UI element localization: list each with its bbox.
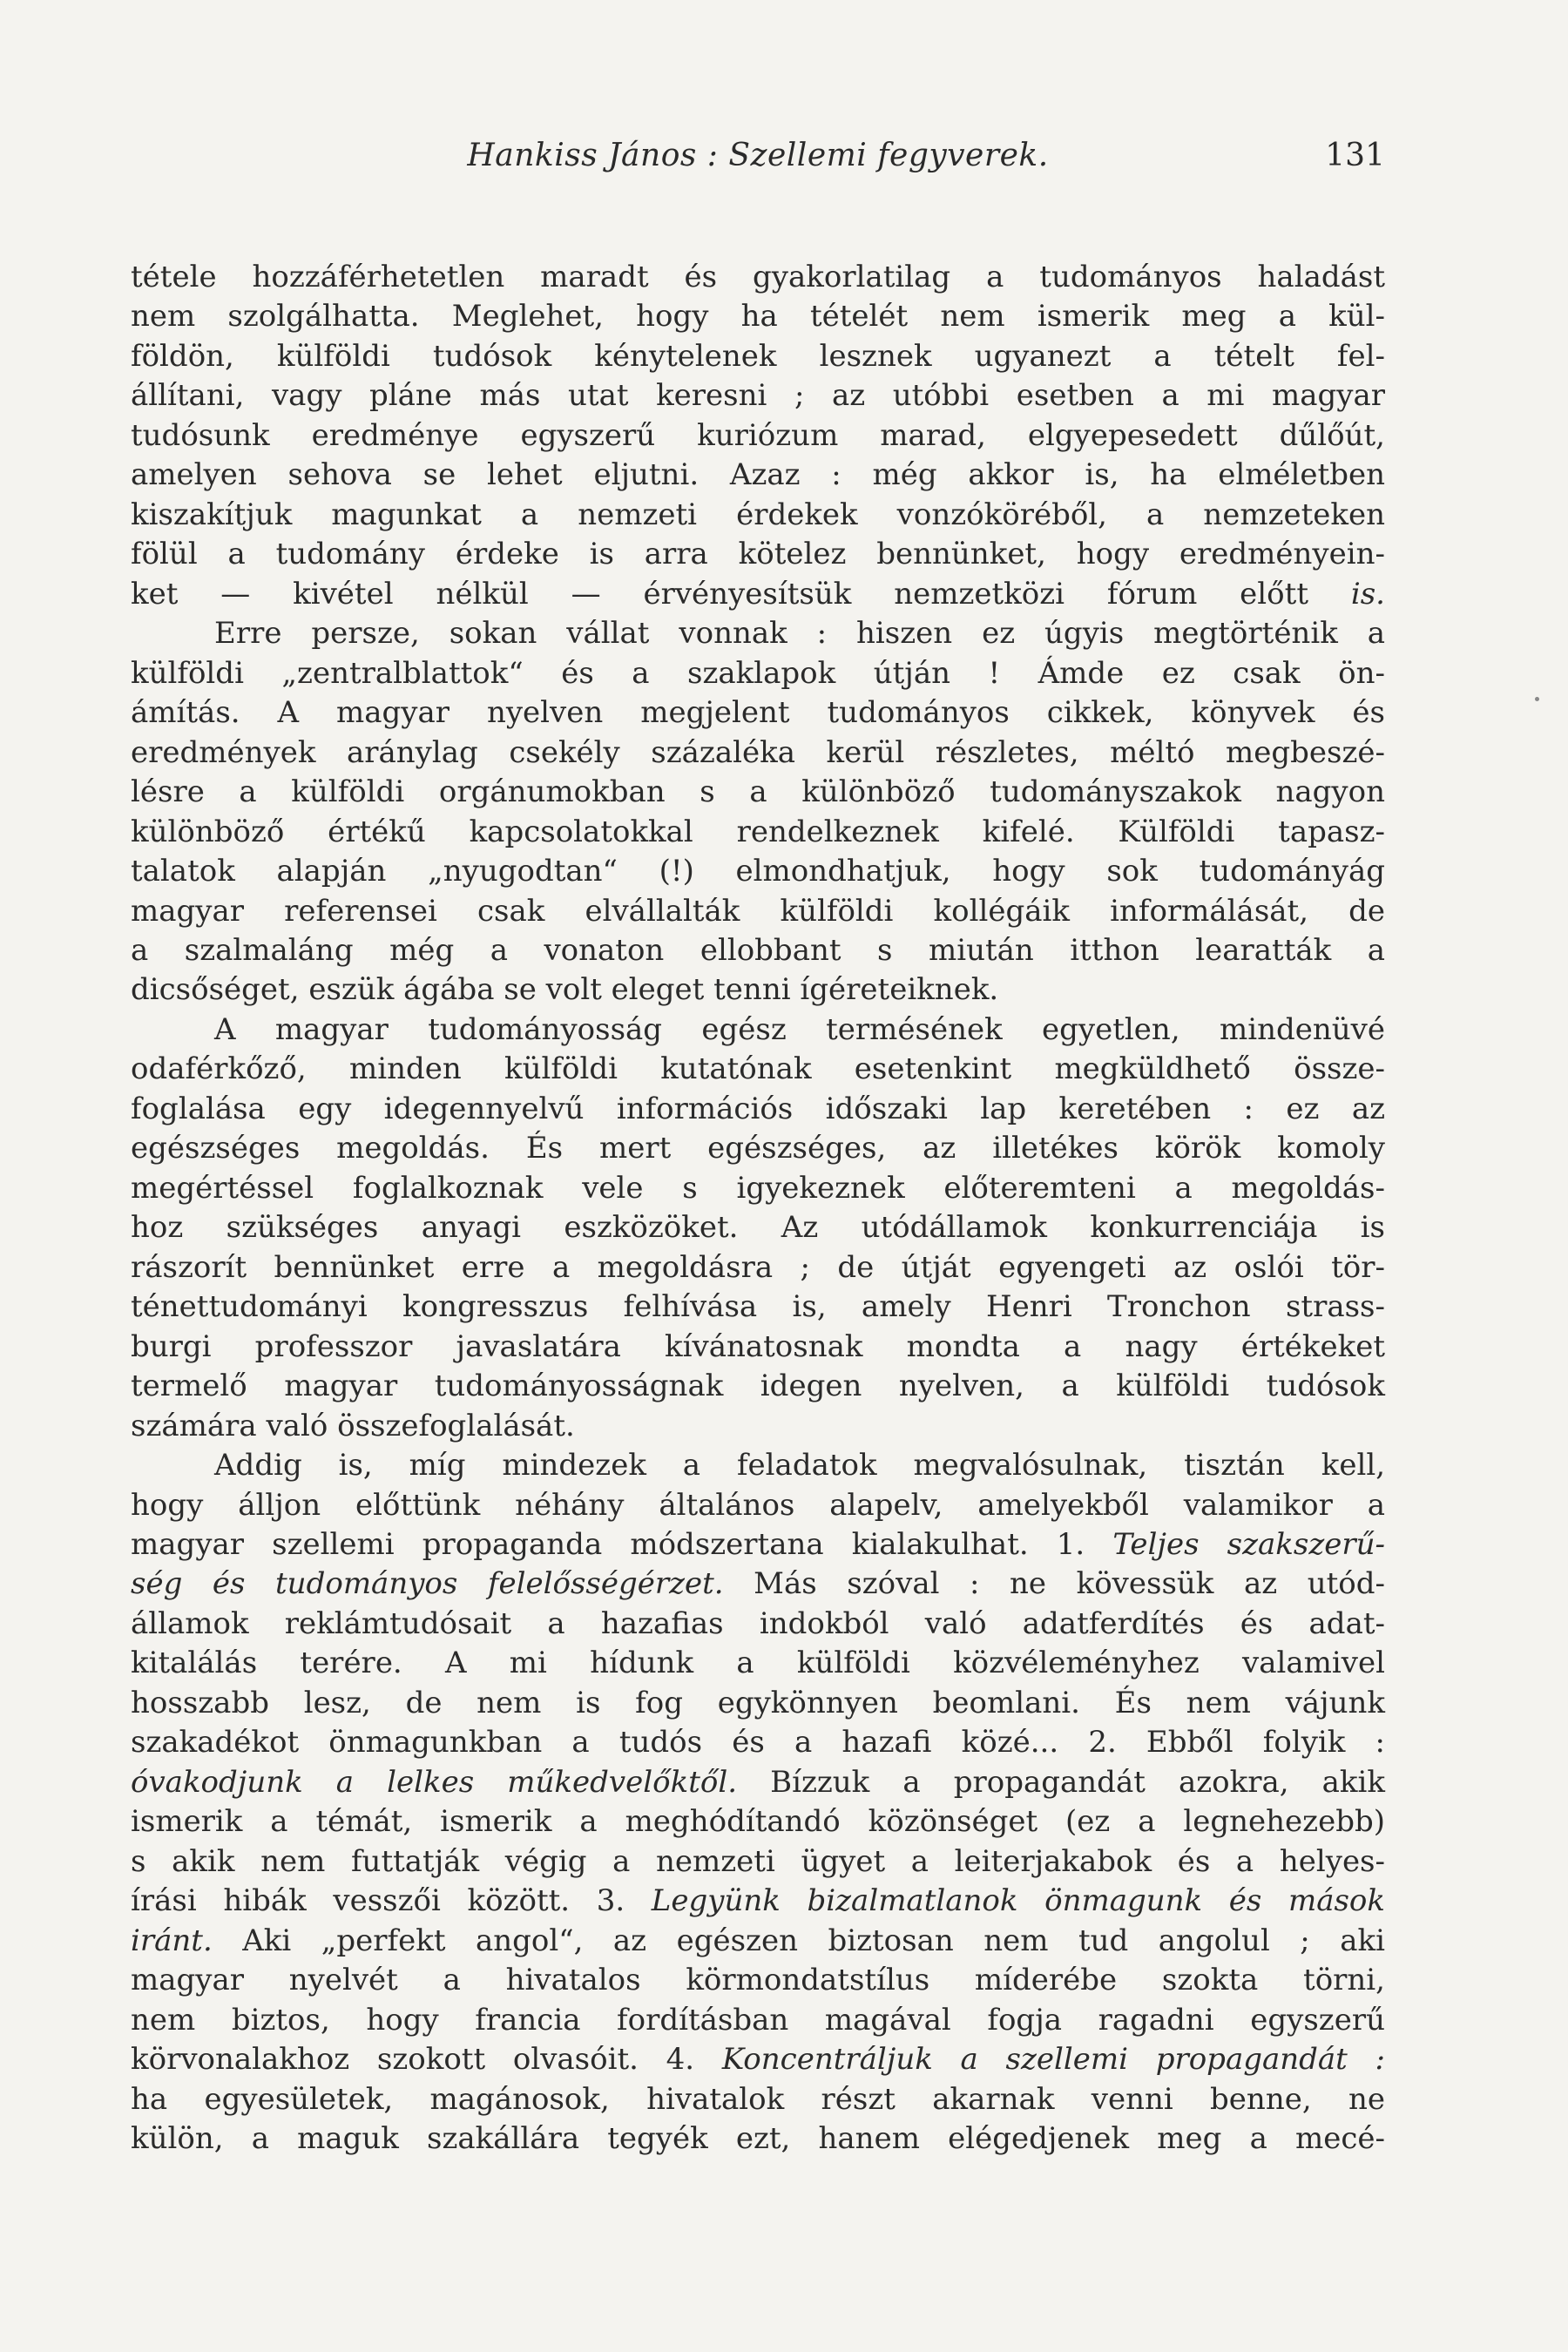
text-line: eredmények aránylag csekély százaléka kerül részletes, méltó megbeszé-: [131, 734, 1385, 770]
text-line: rászorít bennünket erre a megoldásra ; de útját egyengeti az oslói tör-: [131, 1249, 1385, 1285]
text-line: lésre a külföldi orgánumokban s a különböző tudományszakok nagyon: [131, 774, 1385, 810]
text-line: [131, 1525, 1385, 1565]
text-line: odaférkőző, minden külföldi kutatónak esetenkint megküldhető össze-: [131, 1051, 1385, 1087]
running-header: [131, 138, 1385, 181]
text-line: tétele hozzáférhetetlen maradt és gyakorlatilag a tudományos haladást: [131, 260, 1385, 294]
paragraph-end-line: dicsőséget, eszük ágába se volt eleget tenni ígéreteiknek.: [131, 972, 999, 1008]
text-line: külön, a maguk szakállára tegyék ezt, hanem elégedjenek meg a mecé-: [131, 2121, 1385, 2157]
text-line: magyar referensei csak elvállalták külföldi kollégáik informálását, de: [131, 893, 1385, 929]
text-line: hosszabb lesz, de nem is fog egykönnyen beomlani. És nem vájunk: [131, 1685, 1385, 1720]
italic-emphasis: Koncentráljuk a szellemi propagandát :: [721, 2042, 1386, 2078]
text-line: [131, 575, 1385, 614]
paragraph-start-line: A magyar tudományosság egész termésének egyetlen, mindenüvé: [214, 1011, 1385, 1047]
text-line: [131, 2040, 1385, 2079]
text-line: a szalmaláng még a vonaton ellobbant s miután itthon learatták a: [131, 932, 1385, 968]
text-line: talatok alapján „nyugodtan“ (!) elmondhatjuk, hogy sok tudományág: [131, 854, 1385, 889]
text-line: hogy álljon előttünk néhány általános alapelv, amelyekből valamikor a: [131, 1487, 1385, 1523]
running-title: Hankiss János : Szellemi fegyverek.: [467, 138, 1049, 173]
text-line: tudósunk eredménye egyszerű kuriózum marad, elgyepesedett dűlőút,: [131, 417, 1385, 453]
text-line: [131, 1882, 1385, 1921]
text-line: állítani, vagy pláne más utat keresni ; az utóbbi esetben a mi magyar: [131, 378, 1385, 414]
text-line: [131, 1922, 1385, 1961]
italic-emphasis: Teljes szakszerű-: [1112, 1527, 1385, 1562]
text-line: földön, külföldi tudósok kénytelenek lesznek ugyanezt a tételt fel-: [131, 338, 1385, 374]
italic-emphasis: Legyünk bizalmatlanok önmagunk és mások: [651, 1883, 1385, 1919]
text-line: hoz szükséges anyagi eszközöket. Az utódállamok konkurrenciája is: [131, 1210, 1385, 1246]
text-line: burgi professzor javaslatára kívánatosnak mondta a nagy értékeket: [131, 1328, 1385, 1364]
text-line: ismerik a témát, ismerik a meghódítandó közönséget (ez a legnehezebb): [131, 1804, 1385, 1840]
italic-emphasis: ség és tudományos felelősségérzet.: [131, 1566, 724, 1602]
text-segment: körvonalakhoz szokott olvasóit. 4.: [131, 2042, 695, 2078]
text-line: magyar nyelvét a hivatalos körmondatstílus míderébe szokta törni,: [131, 1963, 1385, 1998]
text-line: megértéssel foglalkoznak vele s igyekeznek előteremteni a megoldás-: [131, 1170, 1385, 1206]
text-line: amelyen sehova se lehet eljutni. Azaz : még akkor is, ha elméletben: [131, 457, 1385, 493]
text-line: egészséges megoldás. És mert egészséges, az illetékes körök komoly: [131, 1131, 1385, 1166]
text-line: foglalása egy idegennyelvű információs időszaki lap keretében : ez az: [131, 1091, 1385, 1126]
paragraph-end-line: számára való összefoglalását.: [131, 1408, 575, 1443]
text-line: szakadékot önmagunkban a tudós és a hazafi közé... 2. Ebből folyik :: [131, 1725, 1385, 1761]
text-segment: magyar szellemi propaganda módszertana kialakulhat. 1.: [131, 1527, 1085, 1562]
text-line: ténettudományi kongresszus felhívása is, amely Henri Tronchon strass-: [131, 1289, 1385, 1325]
text-segment: Bízzuk a propagandát azokra, akik: [737, 1764, 1385, 1800]
body-text: [131, 258, 1385, 2159]
paragraph-start-line: Erre persze, sokan vállat vonnak : hiszen ez úgyis megtörténik a: [214, 616, 1385, 652]
text-segment: Aki „perfekt angol“, az egészen biztosan nem tud angolul ; aki: [212, 1923, 1385, 1958]
page-number: 131: [1325, 138, 1385, 173]
text-line: [131, 1763, 1385, 1802]
text-line: termelő magyar tudományosságnak idegen nyelven, a külföldi tudósok: [131, 1369, 1385, 1404]
text-line: nem biztos, hogy francia fordításban magával fogja ragadni egyszerű: [131, 2002, 1385, 2038]
italic-emphasis: óvakodjunk a lelkes műkedvelőktől.: [131, 1764, 738, 1800]
text-line: ha egyesületek, magánosok, hivatalok részt akarnak venni benne, ne: [131, 2081, 1385, 2117]
text-line: államok reklámtudósait a hazafias indokból való adatferdítés és adat-: [131, 1605, 1385, 1641]
margin-speck: [1535, 697, 1539, 701]
text-line: különböző értékű kapcsolatokkal rendelkeznek kifelé. Külföldi tapasz-: [131, 814, 1385, 849]
text-line: fölül a tudomány érdeke is arra kötelez bennünket, hogy eredményein-: [131, 537, 1385, 572]
paragraph-start-line: Addig is, míg mindezek a feladatok megvalósulnak, tisztán kell,: [214, 1448, 1385, 1484]
italic-emphasis: iránt.: [131, 1923, 213, 1958]
text-segment: Más szóval : ne kövessük az utód-: [723, 1566, 1385, 1602]
italic-emphasis: is.: [1350, 576, 1385, 612]
text-line: s akik nem futtatják végig a nemzeti ügyet a leiterjakabok és a helyes-: [131, 1843, 1385, 1879]
text-line: nem szolgálhatta. Meglehet, hogy ha tételét nem ismerik meg a kül-: [131, 299, 1385, 335]
text-line: ámítás. A magyar nyelven megjelent tudományos cikkek, könyvek és: [131, 695, 1385, 731]
text-line: [131, 1565, 1385, 1604]
text-line: külföldi „zentralblattok“ és a szaklapok útján ! Ámde ez csak ön-: [131, 655, 1385, 691]
text-line: kitalálás terére. A mi hídunk a külföldi közvéleményhez valamivel: [131, 1646, 1385, 1681]
text-segment: írási hibák vesszői között. 3.: [131, 1883, 625, 1919]
text-segment: ket — kivétel nélkül — érvényesítsük nemzetközi fórum előtt: [131, 576, 1308, 612]
text-line: kiszakítjuk magunkat a nemzeti érdekek vonzóköréből, a nemzeteken: [131, 497, 1385, 532]
